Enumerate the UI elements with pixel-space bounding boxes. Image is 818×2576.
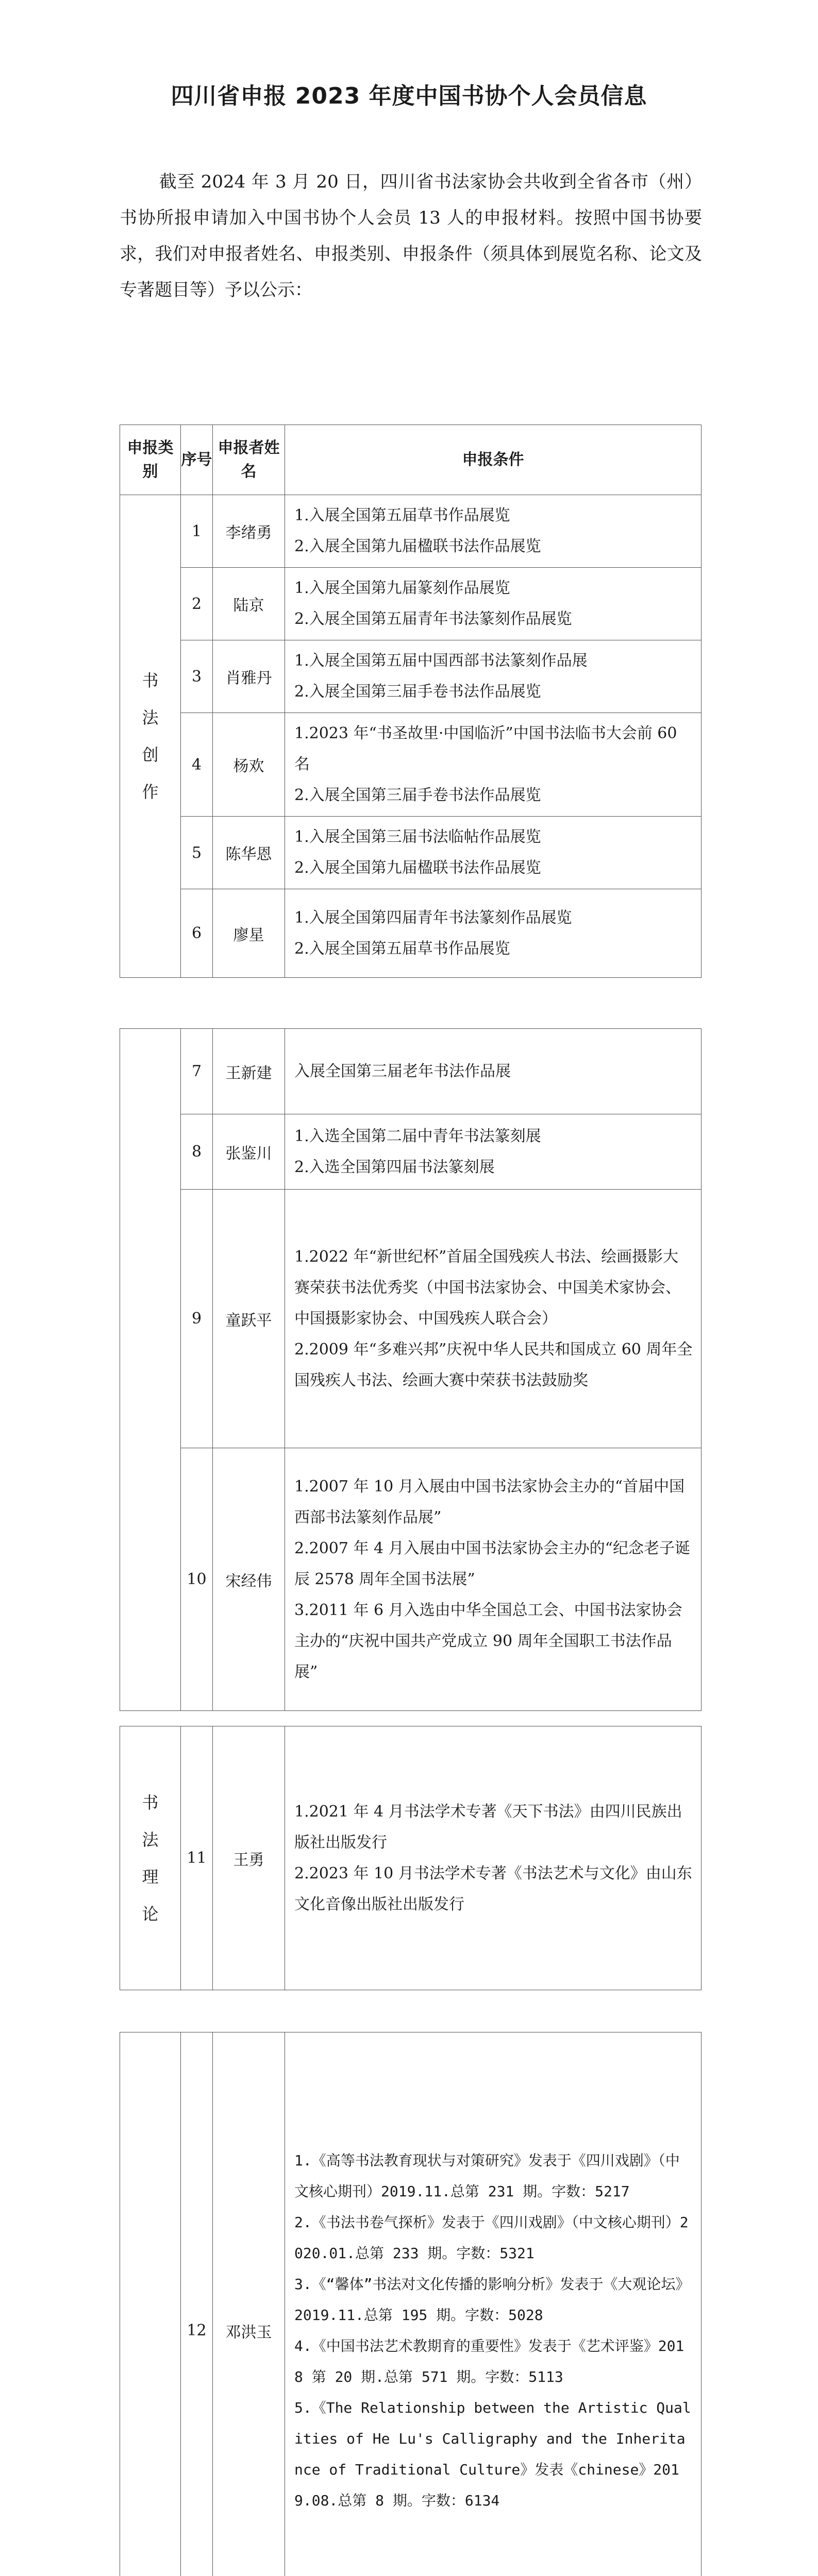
condition-line: 2.入展全国第五届草书作品展览 [294,939,510,958]
conditions-cell [285,1190,702,1448]
condition-line: 1.入选全国第二届中青年书法篆刻展 [294,1127,541,1145]
header-conditions: 申报条件 [285,425,702,495]
condition-line: 1.2022 年“新世纪杯”首届全国残疾人书法、绘画摄影大赛荣获书法优秀奖（中国书法家协会、中国美术家协会、中国摄影家协会、中国残疾人联合会） [294,1247,681,1328]
condition-line: 4.《中国书法艺术教期育的重要性》发表于《艺术评鉴》2018 第 20 期.总第 571 期。字数：5113 [294,2337,685,2385]
conditions-cell [285,495,702,568]
table-row [120,1029,702,1114]
condition-line: 1.入展全国第四届青年书法篆刻作品展览 [294,908,572,927]
number-cell: 10 [181,1448,213,1711]
name-cell: 宋经伟 [213,1448,285,1711]
number-cell: 5 [181,817,213,889]
conditions-cell [285,1029,702,1114]
category-label: 书法理论 [142,1792,159,1924]
applicant-table-creation-continued [120,1028,702,1711]
category-cell [120,495,181,978]
name-cell: 杨欢 [213,713,285,817]
conditions-cell [285,1726,702,1990]
table-row [120,817,702,889]
number-cell: 3 [181,640,213,713]
condition-line: 1.入展全国第五届草书作品展览 [294,506,510,524]
intro-text: 截至 2024 年 3 月 20 日，四川省书法家协会共收到全省各市（州）书协所报申请加入中国书协个人会员 13 人的申报材料。按照中国书协要求，我们对申报者姓名、申报类别、申报条件（须具体到展览名称、论文及专著题目等）予以公示： [120,172,702,300]
condition-line: 2.入展全国第九届楹联书法作品展览 [294,537,541,555]
applicant-table-creation [120,425,702,978]
name-cell: 邓洪玉 [213,2032,285,2576]
condition-line: 2.入展全国第三届手卷书法作品展览 [294,683,541,701]
condition-line: 1.《高等书法教育现状与对策研究》发表于《四川戏剧》（中文核心期刊）2019.11.总第 231 期。字数：5217 [294,2151,680,2200]
condition-line: 1.2023 年“书圣故里·中国临沂”中国书法临书大会前 60 名 [294,724,677,773]
number-cell: 6 [181,889,213,978]
condition-line: 2.入选全国第四届书法篆刻展 [294,1158,495,1176]
condition-line: 入展全国第三届老年书法作品展 [294,1062,511,1080]
condition-line: 2.2009 年“多难兴邦”庆祝中华人民共和国成立 60 周年全国残疾人书法、绘画大赛中荣获书法鼓励奖 [294,1340,693,1389]
condition-line: 1.2021 年 4 月书法学术专著《天下书法》由四川民族出版社出版发行 [294,1802,682,1852]
conditions-cell [285,713,702,817]
table-row [120,713,702,817]
condition-line: 1.入展全国第三届书法临帖作品展览 [294,828,541,846]
condition-line: 1.入展全国第九届篆刻作品展览 [294,579,510,597]
conditions-cell [285,1114,702,1190]
header-number: 序号 [181,425,213,495]
condition-line: 2.入展全国第五届青年书法篆刻作品展览 [294,610,572,628]
number-cell: 2 [181,568,213,640]
number-cell: 7 [181,1029,213,1114]
condition-line: 2.入展全国第九届楹联书法作品展览 [294,859,541,877]
condition-line: 1.2007 年 10 月入展由中国书法家协会主办的“首届中国西部书法篆刻作品展” [294,1477,685,1527]
number-cell: 9 [181,1190,213,1448]
category-label: 书法创作 [142,671,159,802]
name-cell: 陈华恩 [213,817,285,889]
conditions-cell [285,568,702,640]
table-row [120,889,702,978]
name-cell: 陆京 [213,568,285,640]
conditions-cell [285,1448,702,1711]
table-header-row [120,425,702,495]
table-row [120,640,702,713]
category-cell [120,1029,181,1711]
condition-line: 5.《The Relationship between the Artistic Qualities of He Lu's Calligraphy and the Inheritance of Traditional Culture》发表《chinese》2019.08.总第 8 期。字数：6134 [294,2399,691,2509]
number-cell: 1 [181,495,213,568]
number-cell: 8 [181,1114,213,1190]
number-cell: 11 [181,1726,213,1990]
name-cell: 童跃平 [213,1190,285,1448]
conditions-cell [285,640,702,713]
name-cell: 王勇 [213,1726,285,1990]
condition-line: 2.入展全国第三届手卷书法作品展览 [294,786,541,804]
table-row [120,1114,702,1190]
number-cell: 12 [181,2032,213,2576]
name-cell: 肖雅丹 [213,640,285,713]
table-row [120,1190,702,1448]
intro-paragraph [120,164,702,308]
applicant-table-theory [120,1726,702,1990]
applicant-table-education [120,2032,702,2576]
table-row [120,2032,702,2576]
condition-line: 2.2023 年 10 月书法学术专著《书法艺术与文化》由山东文化音像出版社出版发行 [294,1864,692,1913]
conditions-cell [285,2032,702,2576]
condition-line: 2.2007 年 4 月入展由中国书法家协会主办的“纪念老子诞辰 2578 周年全国书法展” [294,1539,691,1588]
condition-line: 3.《“馨体”书法对文化传播的影响分析》发表于《大观论坛》2019.11.总第 195 期。字数：5028 [294,2275,690,2324]
name-cell: 李绪勇 [213,495,285,568]
name-cell: 廖星 [213,889,285,978]
condition-line: 1.入展全国第五届中国西部书法篆刻作品展 [294,652,588,670]
header-name: 申报者姓名 [213,425,285,495]
table-row [120,1726,702,1990]
category-cell [120,1726,181,1990]
condition-line: 2.《书法书卷气探析》发表于《四川戏剧》（中文核心期刊）2020.01.总第 233 期。字数：5321 [294,2213,689,2262]
name-cell: 王新建 [213,1029,285,1114]
conditions-cell [285,889,702,978]
table-row [120,495,702,568]
conditions-cell [285,817,702,889]
condition-line: 3.2011 年 6 月入选由中华全国总工会、中国书法家协会主办的“庆祝中国共产党成立 90 周年全国职工书法作品展” [294,1601,682,1681]
category-cell [120,2032,181,2576]
table-row [120,1448,702,1711]
name-cell: 张鉴川 [213,1114,285,1190]
number-cell: 4 [181,713,213,817]
table-row [120,568,702,640]
header-category: 申报类别 [120,425,181,495]
page-title: 四川省申报 2023 年度中国书协个人会员信息 [171,83,647,109]
